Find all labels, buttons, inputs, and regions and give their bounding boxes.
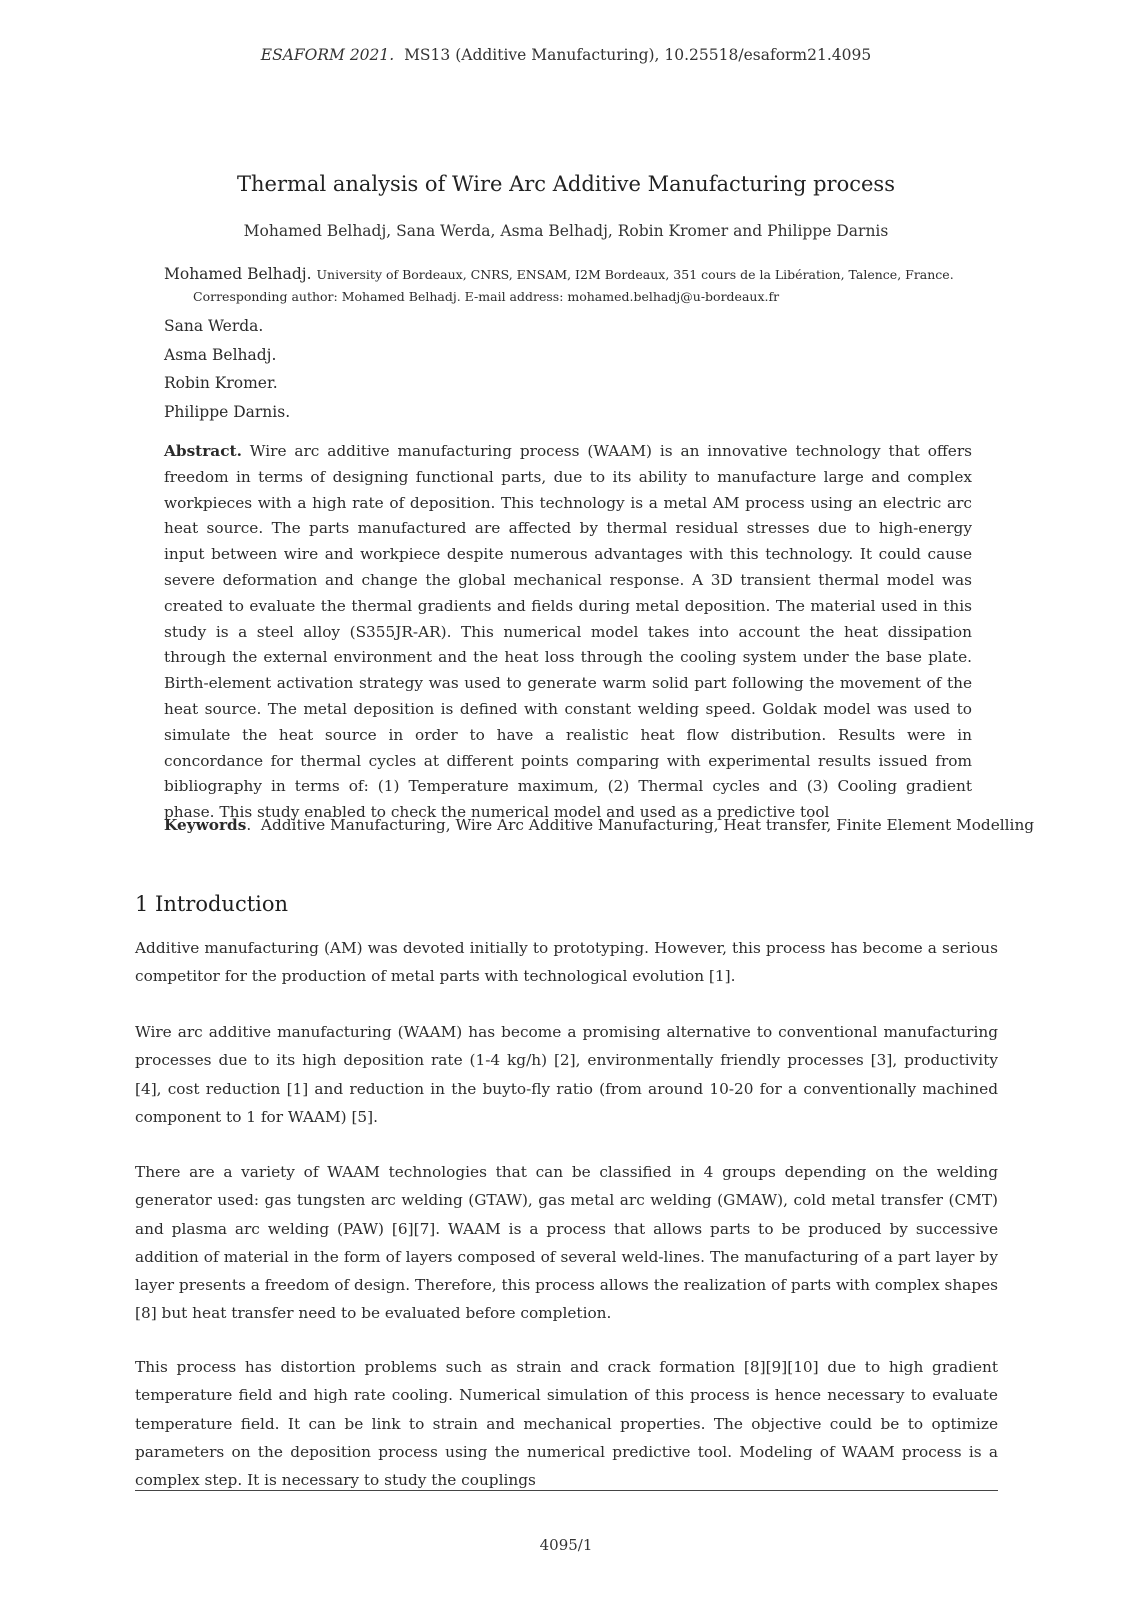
first-author-affiliation-line bbox=[164, 262, 984, 286]
author-entry: Philippe Darnis. bbox=[164, 402, 291, 421]
paragraph: There are a variety of WAAM technologies that can be classified in 4 groups depending on the welding generator used: gas tungsten arc welding (GTAW), gas metal arc welding (GMAW), cold metal transfer (CMT) and plasma arc welding (PAW) [6][7]. WAAM is a process that allows parts to be produced by successive addition of material in the form of layers composed of several weld-lines. The manufacturing of a part layer by layer presents a freedom of design. Therefore, this process allows the realization of parts with complex shapes [8] but heat transfer need to be evaluated before completion. bbox=[135, 1163, 998, 1323]
paragraph: Additive manufacturing (AM) was devoted initially to prototyping. However, this process has become a serious competitor for the production of metal parts with technological evolution [1]. bbox=[135, 939, 998, 986]
conference-name: ESAFORM 2021. bbox=[260, 46, 395, 64]
conference-details: MS13 (Additive Manufacturing), 10.25518/esaform21.4095 bbox=[404, 46, 872, 64]
keywords: Keywords. Additive Manufacturing, Wire Arc Additive Manufacturing, Heat transfer, Finite Element Modelling bbox=[164, 816, 1035, 834]
affiliations bbox=[164, 262, 984, 426]
abstract-text: Wire arc additive manufacturing process (WAAM) is an innovative technology that offers freedom in terms of designing functional parts, due to its ability to manufacture large and complex workpieces with a high rate of deposition. This technology is a metal AM process using an electric arc heat source. The parts manufactured are affected by thermal residual stresses due to high-energy input between wire and workpiece despite numerous advantages with this technology. It could cause severe deformation and change the global mechanical response. A 3D transient thermal model was created to evaluate the thermal gradients and fields during metal deposition. The material used in this study is a steel alloy (S355JR-AR). This numerical model takes into account the heat dissipation through the external environment and the heat loss through the cooling system under the base plate. Birth-element activation strategy was used to generate warm solid part following the movement of the heat source. The metal deposition is defined with constant welding speed. Goldak model was used to simulate the heat source in order to have a realistic heat flow distribution. Results were in concordance for thermal cycles at different points comparing with experimental results issued from bibliography in terms of: (1) Temperature maximum, (2) Thermal cycles and (3) Cooling gradient phase. This study enabled to check the numerical model and used as a predictive tool bbox=[164, 442, 972, 822]
first-author-name: Mohamed Belhadj. bbox=[164, 265, 312, 283]
paper-title: Thermal analysis of Wire Arc Additive Manufacturing process bbox=[237, 172, 895, 196]
paragraph: Wire arc additive manufacturing (WAAM) has become a promising alternative to conventional manufacturing processes due to its high deposition rate (1-4 kg/h) [2], environmentally friendly processes [3], productivity [4], cost reduction [1] and reduction in the buyto-fly ratio (from around 10-20 for a conventionally machined component to 1 for WAAM) [5]. bbox=[135, 1023, 998, 1126]
corresponding-author-line: Corresponding author: Mohamed Belhadj. E-mail address: mohamed.belhadj@u-bordeaux.fr bbox=[193, 289, 780, 304]
footer-rule bbox=[135, 1490, 998, 1491]
abstract bbox=[164, 439, 972, 826]
section-heading: 1 Introduction bbox=[135, 892, 289, 916]
author-list: Mohamed Belhadj, Sana Werda, Asma Belhadj, Robin Kromer and Philippe Darnis bbox=[243, 222, 889, 240]
page-number: 4095/1 bbox=[539, 1536, 593, 1554]
author-entry: Asma Belhadj. bbox=[164, 345, 277, 364]
paragraph: This process has distortion problems such as strain and crack formation [8][9][10] due to high gradient temperature field and high rate cooling. Numerical simulation of this process is hence necessary to evaluate temperature field. It can be link to strain and mechanical properties. The objective could be to optimize parameters on the deposition process using the numerical predictive tool. Modeling of WAAM process is a complex step. It is necessary to study the couplings bbox=[135, 1358, 998, 1490]
keywords-label: Keywords bbox=[164, 816, 247, 834]
abstract-label: Abstract. bbox=[164, 442, 242, 460]
first-author-affiliation: University of Bordeaux, CNRS, ENSAM, I2M Bordeaux, 351 cours de la Libération, Talence, France. bbox=[316, 267, 954, 282]
author-entry: Sana Werda. bbox=[164, 317, 264, 335]
author-entry: Robin Kromer. bbox=[164, 374, 278, 392]
running-header bbox=[0, 46, 1132, 64]
keywords-text: Additive Manufacturing, Wire Arc Additive Manufacturing, Heat transfer, Finite Element Modelling bbox=[260, 816, 1035, 834]
